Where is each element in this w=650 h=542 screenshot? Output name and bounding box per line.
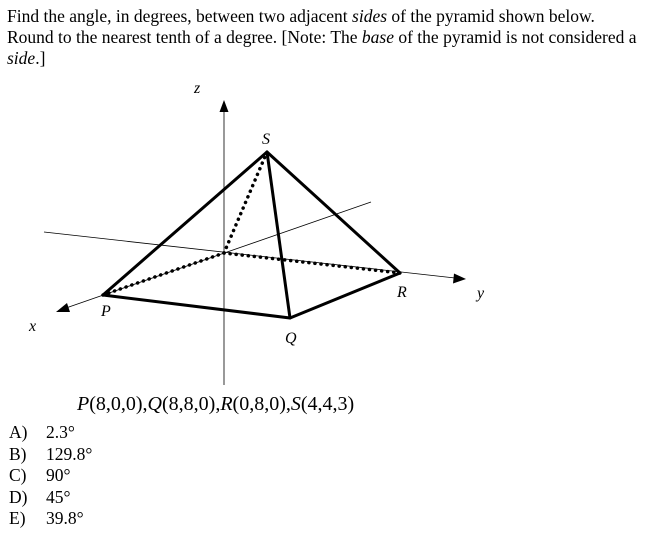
edge-s-r bbox=[267, 152, 400, 273]
choice-b[interactable] bbox=[9, 444, 92, 466]
edge-p-s bbox=[103, 152, 267, 295]
coord-s bbox=[291, 393, 354, 415]
question-emphasis-sides: sides bbox=[352, 6, 388, 26]
choice-d[interactable] bbox=[9, 487, 92, 509]
coord-r-separator: , bbox=[285, 393, 291, 415]
coord-q-value: (8,8,0) bbox=[162, 393, 216, 415]
choice-b-letter: B) bbox=[9, 443, 27, 464]
coord-p bbox=[77, 393, 148, 415]
coord-r-name: R bbox=[220, 393, 233, 415]
choice-b-text: 129.8° bbox=[46, 443, 93, 464]
edge-p-q bbox=[103, 295, 290, 318]
hidden-edges bbox=[103, 152, 400, 295]
choice-e-text: 39.8° bbox=[46, 508, 84, 528]
hidden-edge-origin-r bbox=[224, 253, 400, 273]
coord-q bbox=[148, 393, 221, 415]
coord-r-value: (0,8,0) bbox=[232, 393, 286, 415]
y-axis-label: y bbox=[477, 285, 485, 302]
edge-s-q bbox=[267, 152, 290, 318]
vertex-label-q: Q bbox=[285, 330, 297, 347]
answer-choices bbox=[9, 422, 92, 530]
question-part-1: Find the angle, in degrees, between two adjacent bbox=[7, 6, 353, 26]
x-axis-label: x bbox=[29, 318, 37, 335]
question-emphasis-side: side bbox=[7, 48, 36, 68]
coord-p-name: P bbox=[77, 393, 90, 415]
vertex-label-p: P bbox=[101, 303, 111, 320]
z-axis-label: z bbox=[194, 80, 201, 97]
edge-q-r bbox=[290, 273, 400, 318]
coord-r bbox=[220, 393, 291, 415]
question-part-2: of the pyramid shown below. Round to the nearest tenth of a degree. [Note: The bbox=[7, 6, 595, 47]
choice-a-text: 2.3° bbox=[46, 422, 75, 442]
vertex-label-s: S bbox=[262, 131, 270, 148]
question-emphasis-base: base bbox=[361, 27, 394, 47]
x-axis-arrowhead bbox=[56, 303, 70, 312]
choice-a-letter: A) bbox=[9, 422, 28, 442]
coord-p-value: (8,0,0) bbox=[89, 393, 143, 415]
choice-c-text: 90° bbox=[46, 465, 71, 485]
choice-c[interactable] bbox=[9, 465, 92, 487]
question-part-3: of the pyramid is not considered a bbox=[393, 27, 637, 47]
vertex-label-r: R bbox=[397, 284, 407, 301]
visible-edges bbox=[103, 152, 400, 318]
choice-e-letter: E) bbox=[9, 508, 26, 528]
choice-d-text: 45° bbox=[46, 486, 71, 507]
hidden-edge-origin-s bbox=[224, 152, 267, 253]
coord-p-separator: , bbox=[142, 393, 148, 415]
choice-c-letter: C) bbox=[9, 465, 27, 485]
vertex-coordinates bbox=[77, 393, 354, 416]
coord-s-name: S bbox=[290, 393, 301, 415]
question-part-4: .] bbox=[35, 48, 46, 68]
choice-e[interactable] bbox=[9, 508, 92, 530]
coord-s-value: (4,4,3) bbox=[300, 393, 355, 415]
coord-q-separator: , bbox=[215, 393, 221, 415]
y-axis-arrowhead bbox=[453, 274, 466, 284]
coord-q-name: Q bbox=[147, 393, 162, 415]
choice-d-letter: D) bbox=[9, 486, 28, 507]
choice-a[interactable] bbox=[9, 422, 92, 444]
z-axis-arrowhead bbox=[220, 100, 229, 112]
